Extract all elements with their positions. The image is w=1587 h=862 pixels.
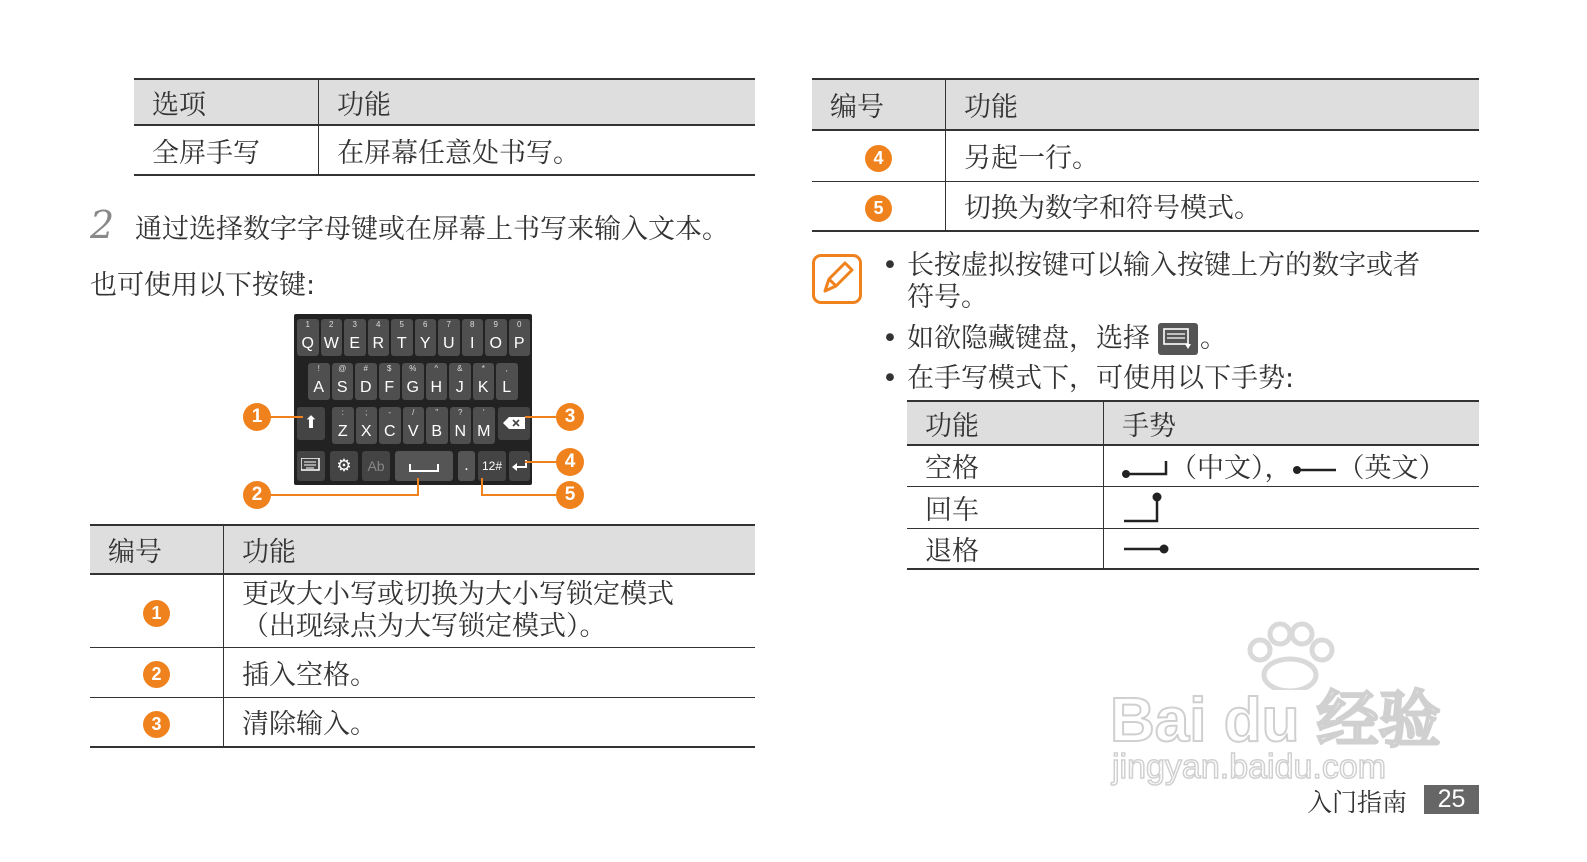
key-sub-label: ^ (434, 364, 439, 373)
note-text: 如欲隐藏键盘，选择 (907, 323, 1150, 354)
key-main-label: W (323, 335, 339, 352)
backspace-gesture-icon (1122, 539, 1172, 559)
callout-3: 3 (556, 403, 584, 431)
watermark-url: jingyan.baidu.com (1112, 748, 1387, 786)
step-number: 2 (90, 203, 115, 247)
option-function: 在屏幕任意处书写。 (337, 137, 580, 169)
col-header-gesture: 手势 (1104, 401, 1480, 445)
callout-1: 1 (243, 403, 271, 431)
bullet-dot: • (882, 323, 898, 354)
option-name: 全屏手写 (134, 125, 319, 175)
col-header-function: 功能 (946, 79, 1480, 130)
key-main-label: L (502, 379, 512, 396)
gesture-label-cn: （中文）， (1170, 453, 1292, 485)
note-text: 长按虚拟按键可以输入按键上方的数字或者 (907, 250, 1420, 281)
key-o (485, 319, 507, 356)
key-main-label: S (336, 379, 348, 396)
key-main-label: E (349, 335, 361, 352)
keys-header-row (90, 525, 755, 574)
table-row (90, 697, 755, 747)
gesture-header-row (907, 401, 1479, 445)
key-j (449, 363, 471, 400)
number-badge: 3 (143, 711, 170, 738)
key-main-label: O (489, 335, 502, 352)
key-sub-label: ' (482, 408, 485, 417)
key-sub-label: 4 (376, 320, 381, 329)
key-sub-label: 3 (352, 320, 357, 329)
key-sub-label: $ (387, 364, 392, 373)
key-main-label: I (470, 335, 475, 352)
key-y (415, 319, 437, 356)
table-row (812, 130, 1479, 181)
key-sub-label: 9 (493, 320, 498, 329)
key-a (308, 363, 330, 400)
table-row (134, 125, 755, 175)
keys-header-row (812, 79, 1479, 130)
key-u (438, 319, 460, 356)
key-e (344, 319, 366, 356)
enter-gesture-icon (1122, 489, 1172, 525)
col-header-number: 编号 (90, 525, 224, 574)
key-sub-label: 0 (517, 320, 522, 329)
space-gesture-en-icon (1292, 459, 1338, 481)
key-w (321, 319, 343, 356)
key-sub-label: : (341, 408, 344, 417)
key-r (368, 319, 390, 356)
callout-5: 5 (556, 481, 584, 509)
key-main-label: F (384, 379, 395, 396)
key-f (379, 363, 401, 400)
pencil-icon (815, 257, 859, 301)
key-main-label: R (372, 335, 385, 352)
gesture-function: 回车 (907, 486, 1104, 528)
gear-icon: ⚙ (336, 456, 352, 475)
also-text: 也可使用以下按键: (90, 270, 316, 301)
key-main-label: A (313, 379, 325, 396)
key-k (473, 363, 495, 400)
key-sub-label: " (435, 408, 439, 417)
watermark-logo: Bai du 经验 (1110, 686, 1441, 755)
key-main-label: H (430, 379, 443, 396)
key-main-label: Z (337, 423, 348, 440)
key-sub-label: & (457, 364, 463, 373)
period-label: . (464, 457, 469, 474)
callout-2: 2 (243, 481, 271, 509)
key-main-label: M (477, 423, 491, 440)
key-main-label: X (360, 423, 372, 440)
table-row (812, 181, 1479, 231)
key-main-label: V (407, 423, 419, 440)
key-main-label: U (442, 335, 455, 352)
col-header-number: 编号 (812, 79, 946, 130)
note-icon (812, 254, 862, 304)
row-text: 另起一行。 (964, 143, 1099, 175)
callout-4: 4 (556, 448, 584, 476)
footer-section: 入门指南 (1307, 788, 1408, 817)
key-sub-label: 7 (446, 320, 451, 329)
options-header-row (134, 79, 755, 125)
key-main-label: Q (301, 335, 314, 352)
key-t (391, 319, 413, 356)
key-sub-label: # (363, 364, 368, 373)
shift-arrow-icon: ⬆ (303, 413, 319, 432)
key-sub-label: ! (317, 364, 320, 373)
col-header-function: 功能 (319, 79, 756, 125)
key-sub-label: / (412, 408, 415, 417)
note-text-end: 。 (1200, 323, 1227, 354)
gesture-function: 空格 (907, 445, 1104, 486)
key-main-label: N (454, 423, 467, 440)
table-row (90, 647, 755, 697)
key-main-label: K (477, 379, 489, 396)
key-main-label: Y (419, 335, 431, 352)
table-row (90, 574, 755, 647)
row-text: 更改大小写或切换为大小写锁定模式 (242, 578, 674, 610)
key-main-label: T (396, 335, 407, 352)
key-sub-label: @ (338, 364, 347, 373)
key-sub-label: * (481, 364, 485, 373)
row-text: 插入空格。 (242, 659, 377, 691)
key-sub-label: , (505, 364, 508, 373)
note-bullet-3: 在手写模式下，可使用以下手势: (907, 363, 1295, 394)
bullet-dot: • (882, 250, 898, 281)
key-sub-label: 1 (305, 320, 310, 329)
key-i (462, 319, 484, 356)
key-sub-label: 2 (329, 320, 334, 329)
key-sub-label: - (388, 408, 392, 417)
num-label: 12# (481, 459, 503, 473)
gesture-function: 退格 (907, 528, 1104, 569)
key-p (509, 319, 531, 356)
key-g (402, 363, 424, 400)
key-sub-label: 8 (470, 320, 475, 329)
hide-keyboard-icon (1158, 323, 1198, 355)
gesture-label-en: （英文） (1337, 453, 1446, 485)
ab-label: Ab (367, 458, 385, 474)
options-table (134, 78, 755, 176)
col-header-function: 功能 (907, 401, 1104, 445)
key-l (496, 363, 518, 400)
key-main-label: P (513, 335, 525, 352)
table-row (907, 445, 1479, 486)
col-header-option: 选项 (134, 79, 319, 125)
row-text: 清除输入。 (242, 709, 377, 741)
key-sub-label: ; (365, 408, 368, 417)
callout-lines (240, 398, 590, 513)
key-main-label: C (383, 423, 396, 440)
bullet-dot: • (882, 363, 898, 394)
key-main-label: G (406, 379, 419, 396)
keys-table-right (812, 78, 1479, 232)
row-text-line2: （出现绿点为大写锁定模式）。 (242, 610, 607, 642)
col-header-function: 功能 (224, 525, 756, 574)
key-sub-label: 5 (399, 320, 404, 329)
key-q (297, 319, 319, 356)
key-d (355, 363, 377, 400)
baidu-watermark (1110, 620, 1475, 790)
page-number: 25 (1424, 785, 1479, 814)
space-gesture-cn-icon (1122, 459, 1170, 481)
table-row (907, 486, 1479, 528)
note-text-line2: 符号。 (907, 282, 988, 313)
gesture-table (907, 400, 1479, 570)
number-badge: 5 (865, 195, 892, 222)
key-main-label: B (431, 423, 443, 440)
key-main-label: D (359, 379, 372, 396)
key-sub-label: % (409, 364, 417, 373)
number-badge: 1 (143, 600, 170, 627)
note-bullet-1 (907, 249, 1420, 315)
row-text: 切换为数字和符号模式。 (964, 193, 1261, 225)
number-badge: 2 (143, 661, 170, 688)
key-sub-label: 6 (423, 320, 428, 329)
key-h (426, 363, 448, 400)
table-row (907, 528, 1479, 569)
key-sub-label: ? (458, 408, 463, 417)
key-main-label: J (455, 379, 464, 396)
key-s (332, 363, 354, 400)
keys-table-left (90, 524, 755, 748)
note-bullet-2 (907, 322, 1227, 356)
step-text: 通过选择数字字母键或在屏幕上书写来输入文本。 (135, 214, 729, 245)
number-badge: 4 (865, 145, 892, 172)
